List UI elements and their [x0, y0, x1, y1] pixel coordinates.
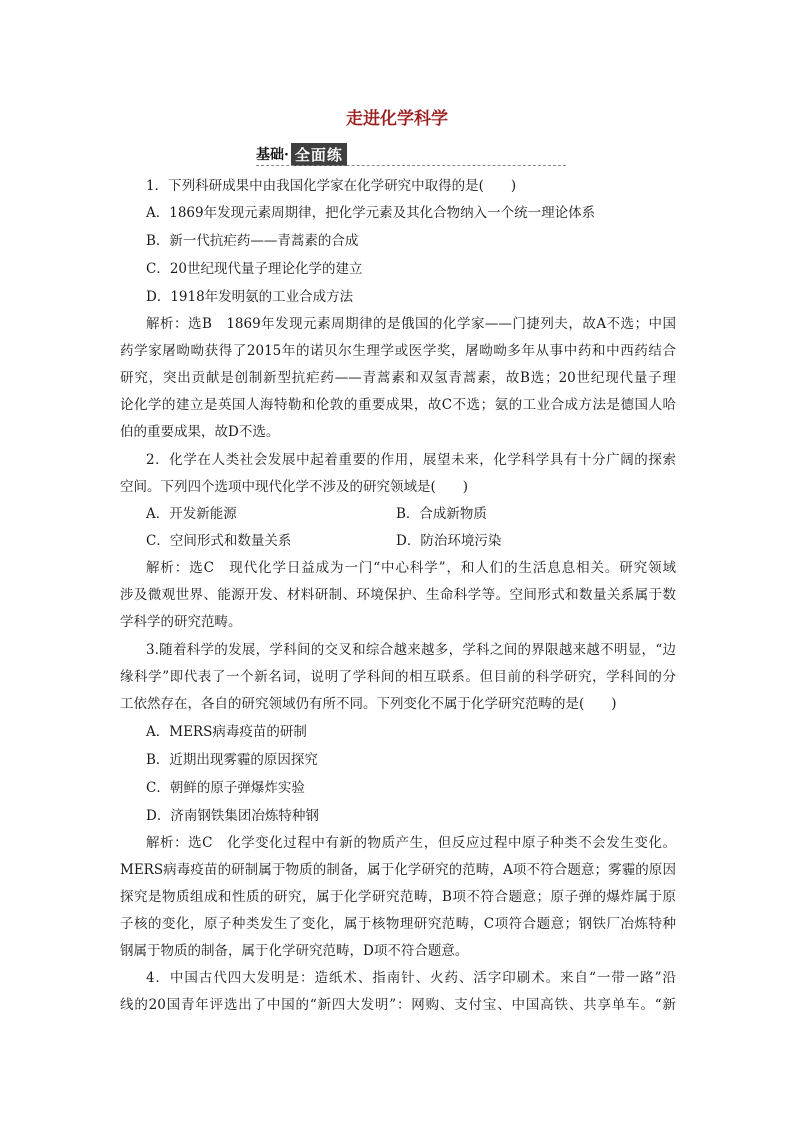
section-divider: [256, 165, 566, 166]
section-boxed-label: 全面练: [291, 143, 347, 166]
q3-analysis-line: 解析：选C 化学变化过程中有新的物质产生，但反应过程中原子种类不会发生变化。: [146, 835, 676, 851]
q2-option-a: A．开发新能源: [146, 506, 237, 522]
q2-analysis-line: 涉及微观世界、能源开发、材料研制、环境保护、生命科学等。空间形式和数量关系属于数: [120, 587, 676, 603]
q3-option-a: A．MERS病毒疫苗的研制: [146, 724, 307, 740]
q3-analysis-line: 子核的变化，原子种类发生了变化，属于核物理研究范畴，C项符合题意；钢铁厂冶炼特种: [120, 916, 676, 932]
q1-analysis-line: 伯的重要成果，故D不选。: [120, 424, 280, 440]
q2-analysis-line: 解析：选C 现代化学日益成为一门“中心科学”，和人们的生活息息相关。研究领域: [146, 560, 676, 576]
page-title: 走进化学科学: [346, 109, 448, 129]
q1-option-d: D．1918年发明氨的工业合成方法: [146, 289, 354, 305]
q1-analysis-line: 论化学的建立是英国人海特勒和伦敦的重要成果，故C不选；氨的工业合成方法是德国人哈: [120, 397, 676, 413]
q3-stem-line: 缘科学”即代表了一个新名词，说明了学科间的相互联系。但目前的科学研究，学科间的分: [120, 669, 676, 685]
q1-analysis-line: 解析：选B 1869年发现元素周期律的是俄国的化学家——门捷列夫，故A不选；中国: [146, 316, 676, 332]
q4-stem-line: 线的20国青年评选出了中国的“新四大发明”：网购、支付宝、中国高铁、共享单车。“新: [120, 997, 676, 1013]
q3-stem-line: 3.随着科学的发展，学科间的交叉和综合越来越多，学科之间的界限越来越不明显，“边: [146, 642, 676, 658]
q3-analysis-line: 钢属于物质的制备，属于化学研究范畴，D项不符合题意。: [120, 943, 469, 959]
q1-option-c: C．20世纪现代量子理论化学的建立: [146, 261, 363, 277]
q3-analysis-line: MERS病毒疫苗的研制属于物质的制备，属于化学研究的范畴，A项不符合题意；雾霾的原因: [120, 862, 676, 878]
q3-option-d: D．济南钢铁集团冶炼特种钢: [146, 808, 319, 824]
q2-stem-line: 2．化学在人类社会发展中起着重要的作用，展望未来，化学科学具有十分广阔的探索: [146, 452, 676, 468]
q3-option-c: C．朝鲜的原子弹爆炸实验: [146, 780, 305, 796]
q2-option-c: C．空间形式和数量关系: [146, 533, 292, 549]
q4-stem-line: 4．中国古代四大发明是：造纸术、指南针、火药、活字印刷术。来自“一带一路”沿: [146, 970, 676, 986]
q2-analysis-line: 学科学的研究范畴。: [120, 614, 242, 630]
q3-analysis-line: 探究是物质组成和性质的研究，属于化学研究范畴，B项不符合题意；原子弹的爆炸属于原: [120, 889, 676, 905]
q1-stem: 1．下列科研成果中由我国化学家在化学研究中取得的是( ): [146, 178, 517, 194]
q1-option-b: B．新一代抗疟药——青蒿素的合成: [146, 233, 359, 249]
q2-option-d: D．防治环境污染: [396, 533, 502, 549]
q1-analysis-line: 药学家屠呦呦获得了2015年的诺贝尔生理学或医学奖，屠呦呦多年从事中药和中西药结合: [120, 343, 676, 359]
q2-stem-line: 空间。下列四个选项中现代化学不涉及的研究领域是( ): [120, 479, 469, 495]
section-label: 基础·: [256, 147, 289, 163]
q1-option-a: A．1869年发现元素周期律，把化学元素及其化合物纳入一个统一理论体系: [146, 205, 596, 221]
q3-option-b: B．近期出现雾霾的原因探究: [146, 752, 318, 768]
q3-stem-line: 工依然存在，各自的研究领域仍有所不同。下列变化不属于化学研究范畴的是( ): [120, 696, 617, 712]
q2-option-b: B．合成新物质: [396, 506, 487, 522]
section-header: [256, 142, 347, 166]
q1-analysis-line: 研究，突出贡献是创制新型抗疟药——青蒿素和双氢青蒿素，故B选；20世纪现代量子理: [120, 370, 676, 386]
